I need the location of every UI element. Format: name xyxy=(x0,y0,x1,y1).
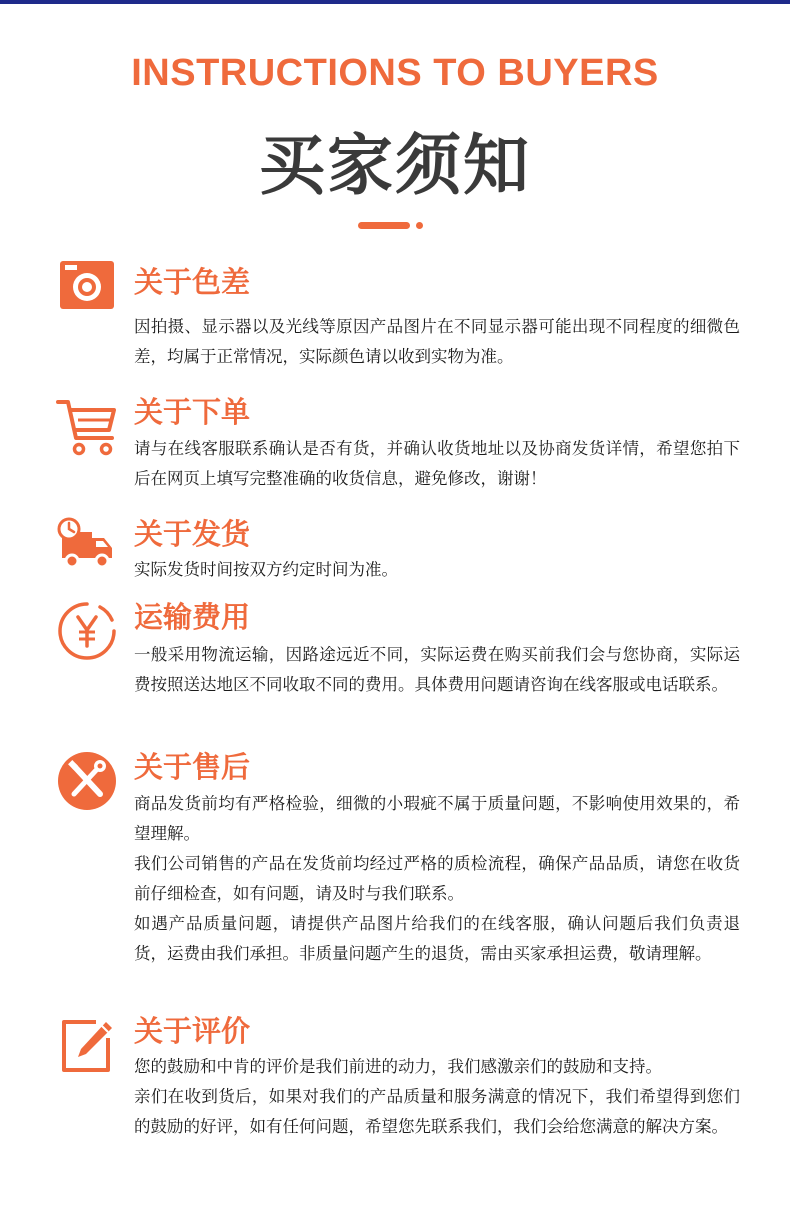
section-body xyxy=(134,434,740,494)
section-title: 关于下单 xyxy=(134,395,251,429)
section-title: 关于发货 xyxy=(134,517,251,551)
camera-icon xyxy=(56,256,118,318)
section-title: 关于色差 xyxy=(134,265,251,299)
section-body xyxy=(134,1052,740,1142)
section-body xyxy=(134,312,740,372)
tools-wrench-icon xyxy=(56,750,118,812)
section-paragraph: 如遇产品质量问题，请提供产品图片给我们的在线客服，确认问题后我们负责退货，运费由我们承担。非质量问题产生的退货，需由买家承担运费，敬请理解。 xyxy=(134,914,740,963)
section-body xyxy=(134,789,740,969)
yen-coin-icon xyxy=(56,600,118,662)
top-accent-bar xyxy=(0,0,790,4)
section-body xyxy=(134,555,740,585)
section-paragraph: 请与在线客服联系确认是否有货，并确认收货地址以及协商发货详情，希望您拍下后在网页上填写完整准确的收货信息，避免修改，谢谢！ xyxy=(134,439,740,488)
section-paragraph: 亲们在收到货后，如果对我们的产品质量和服务满意的情况下，我们希望得到您们的鼓励的好评，如有任何问题，希望您先联系我们，我们会给您满意的解决方案。 xyxy=(134,1087,740,1136)
edit-pencil-icon xyxy=(56,1016,118,1078)
section-paragraph: 您的鼓励和中肯的评价是我们前进的动力，我们感激亲们的鼓励和支持。 xyxy=(134,1057,662,1076)
section-title: 关于评价 xyxy=(134,1014,251,1048)
page-title-english: INSTRUCTIONS TO BUYERS xyxy=(131,52,659,94)
page-title-chinese: 买家须知 xyxy=(259,127,531,204)
section-paragraph: 因拍摄、显示器以及光线等原因产品图片在不同显示器可能出现不同程度的细微色差，均属于正常情况，实际颜色请以收到实物为准。 xyxy=(134,317,740,366)
title-divider-dot xyxy=(416,222,423,229)
title-divider-dash xyxy=(358,222,410,229)
section-paragraph: 我们公司销售的产品在发货前均经过严格的质检流程，确保产品品质，请您在收货前仔细检查，如有问题，请及时与我们联系。 xyxy=(134,854,740,903)
delivery-truck-icon xyxy=(56,516,118,578)
section-paragraph: 商品发货前均有严格检验，细微的小瑕疵不属于质量问题，不影响使用效果的，希望理解。 xyxy=(134,794,740,843)
shopping-cart-icon xyxy=(56,396,118,458)
section-title: 关于售后 xyxy=(134,750,251,784)
section-paragraph: 实际发货时间按双方约定时间为准。 xyxy=(134,560,398,579)
section-body xyxy=(134,640,740,700)
section-title: 运输费用 xyxy=(134,600,251,634)
section-paragraph: 一般采用物流运输，因路途远近不同，实际运费在购买前我们会与您协商，实际运费按照送达地区不同收取不同的费用。具体费用问题请咨询在线客服或电话联系。 xyxy=(134,645,740,694)
